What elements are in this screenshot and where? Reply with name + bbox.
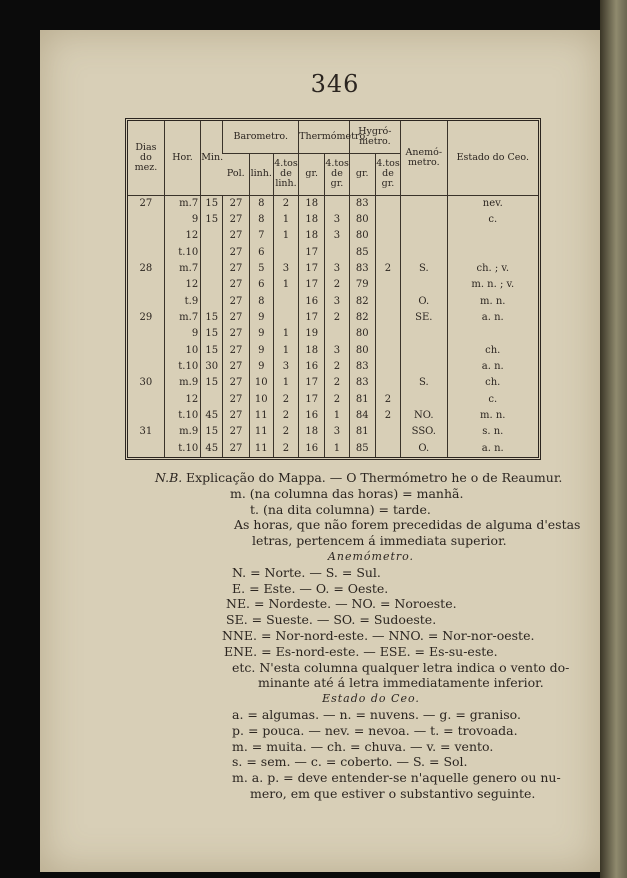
table-cell: 17 <box>299 310 325 326</box>
table-cell <box>447 326 538 342</box>
table-cell <box>401 277 447 293</box>
table-cell: 17 <box>299 277 325 293</box>
table-cell: 15 <box>201 212 223 228</box>
table-cell <box>128 277 164 293</box>
table-cell: 17 <box>299 261 325 277</box>
table-cell: 27 <box>223 375 249 391</box>
table-cell: 2 <box>325 310 349 326</box>
table-cell <box>401 392 447 408</box>
table-cell <box>375 277 400 293</box>
table-cell: 27 <box>223 195 249 212</box>
table-cell: 16 <box>299 408 325 424</box>
weather-table <box>125 118 541 460</box>
table-cell: 17 <box>299 375 325 391</box>
table-cell: 84 <box>349 408 375 424</box>
table-cell: m.9 <box>164 375 200 391</box>
header-gr-thermo: gr. <box>299 153 325 195</box>
anemometro-line: E. = Este. — O. = Oeste. <box>232 580 389 596</box>
table-cell: 10 <box>249 375 273 391</box>
table-cell: 2 <box>325 375 349 391</box>
table-cell: 3 <box>273 261 298 277</box>
table-cell: NO. <box>401 408 447 424</box>
table-cell: 27 <box>223 424 249 440</box>
table-cell <box>325 245 349 261</box>
table-cell: s. n. <box>447 424 538 440</box>
table-cell <box>375 228 400 244</box>
table-cell: 2 <box>375 408 400 424</box>
anemometro-line: ENE. = Es-nord-este. — ESE. = Es-su-este. <box>224 643 498 659</box>
table-cell <box>128 359 164 375</box>
estado-line: m. a. p. = deve entender-se n'aquelle genero ou nu- <box>232 770 561 786</box>
anemometro-heading: Anemómetro. <box>327 549 415 563</box>
table-cell: 2 <box>273 392 298 408</box>
table-cell: m. n. ; v. <box>447 277 538 293</box>
table-cell: m.7 <box>164 261 200 277</box>
notes-line: m. (na columna das horas) = manhã. <box>230 485 464 501</box>
table-cell: 27 <box>223 326 249 342</box>
table-cell: 1 <box>325 408 349 424</box>
table-cell: 9 <box>164 326 200 342</box>
table-cell: 6 <box>249 277 273 293</box>
table-cell: 3 <box>325 343 349 359</box>
table-cell: 6 <box>249 245 273 261</box>
table-cell: O. <box>401 294 447 310</box>
table-cell <box>128 212 164 228</box>
table-cell <box>201 245 223 261</box>
table-row <box>128 375 538 391</box>
table-cell: 15 <box>201 343 223 359</box>
table-cell: 45 <box>201 441 223 457</box>
table-cell: 18 <box>299 343 325 359</box>
table-cell <box>273 245 298 261</box>
table-cell: 85 <box>349 441 375 457</box>
table-cell: ch. ; v. <box>447 261 538 277</box>
table-cell: 9 <box>249 343 273 359</box>
notes <box>155 470 581 802</box>
table-cell: 7 <box>249 228 273 244</box>
table-cell: 27 <box>223 359 249 375</box>
table-cell: 1 <box>273 326 298 342</box>
table-body <box>128 195 538 457</box>
table-cell: m.7 <box>164 310 200 326</box>
anemometro-line: etc. N'esta columna qualquer letra indica o vento do- <box>232 659 570 675</box>
table-cell <box>401 195 447 212</box>
table-cell <box>401 326 447 342</box>
table-cell <box>375 195 400 212</box>
table-cell <box>201 261 223 277</box>
table-cell: ch. <box>447 375 538 391</box>
table-cell: 31 <box>139 426 153 438</box>
notes-line: t. (na dita columna) = tarde. <box>250 501 431 517</box>
table-cell: 19 <box>299 326 325 342</box>
table-cell: 8 <box>249 294 273 310</box>
table-cell <box>375 326 400 342</box>
table-cell <box>375 424 400 440</box>
table-cell: 10 <box>164 343 200 359</box>
table-cell <box>375 359 400 375</box>
table-cell: 27 <box>223 408 249 424</box>
table-cell: m. n. <box>447 294 538 310</box>
table-row <box>128 310 538 326</box>
table-cell: 3 <box>325 424 349 440</box>
table-row <box>128 294 538 310</box>
table-cell: 9 <box>249 326 273 342</box>
page-edge <box>600 0 627 878</box>
table-cell: 27 <box>223 277 249 293</box>
table-cell: 80 <box>349 326 375 342</box>
anemometro-line: NE. = Nordeste. — NO. = Noroeste. <box>226 596 457 612</box>
header-pol: Pol. <box>223 153 249 195</box>
table-cell: 79 <box>349 277 375 293</box>
header-quartos-gr-thermo: 4.tos de gr. <box>325 153 349 195</box>
notes-line <box>155 470 563 486</box>
header-anemometro: Anemó-metro. <box>401 121 447 195</box>
table-row <box>128 228 538 244</box>
table-cell <box>201 277 223 293</box>
header-barometro: Barometro. <box>223 121 299 153</box>
estado-heading: Estado do Ceo. <box>322 692 420 706</box>
table-cell: 30 <box>139 377 153 389</box>
table-cell: 27 <box>223 228 249 244</box>
table-cell: 18 <box>299 195 325 212</box>
table-cell <box>375 343 400 359</box>
table-cell: 17 <box>299 245 325 261</box>
table-cell: nev. <box>447 195 538 212</box>
table-cell: 27 <box>223 392 249 408</box>
table-cell: 2 <box>273 195 298 212</box>
table-cell: 15 <box>201 310 223 326</box>
table-cell: 17 <box>299 392 325 408</box>
table-cell: S. <box>401 261 447 277</box>
table-cell: 12 <box>164 277 200 293</box>
table-row <box>128 195 538 212</box>
table-cell: 83 <box>349 359 375 375</box>
table-cell: 3 <box>325 261 349 277</box>
table-cell: SE. <box>401 310 447 326</box>
table-cell: t.10 <box>164 408 200 424</box>
header-min: Min. <box>201 121 223 195</box>
table-cell: 1 <box>273 228 298 244</box>
table-cell: SSO. <box>401 424 447 440</box>
table-cell: a. n. <box>447 310 538 326</box>
table-cell <box>401 343 447 359</box>
table-cell: 16 <box>299 294 325 310</box>
table-cell: 12 <box>164 392 200 408</box>
table-row <box>128 245 538 261</box>
table-cell: 27 <box>223 441 249 457</box>
table-row <box>128 359 538 375</box>
table-cell <box>375 441 400 457</box>
table-row <box>128 392 538 408</box>
table-cell: 15 <box>201 195 223 212</box>
header-dias: Dias do mez. <box>128 121 164 195</box>
table-cell: 83 <box>349 375 375 391</box>
table-cell: c. <box>447 212 538 228</box>
table-cell: 27 <box>223 310 249 326</box>
table-row <box>128 441 538 457</box>
table-cell: 9 <box>249 359 273 375</box>
table-cell <box>128 326 164 342</box>
table-cell: 1 <box>273 375 298 391</box>
page-number: 346 <box>310 70 360 98</box>
table-cell <box>401 212 447 228</box>
anemometro-line: NNE. = Nor-nord-este. — NNO. = Nor-nor-oeste. <box>222 627 535 643</box>
table-cell: 83 <box>349 195 375 212</box>
header-hygrometro: Hygró-metro. <box>349 121 401 153</box>
header-thermometro: Thermómetro. <box>299 121 349 153</box>
table-row <box>128 261 538 277</box>
header-quartos-linh: 4.tos de linh. <box>273 153 298 195</box>
table-row <box>128 277 538 293</box>
table-cell: 27 <box>223 212 249 228</box>
table-cell: 45 <box>201 408 223 424</box>
table-cell: t.10 <box>164 245 200 261</box>
table-cell: 8 <box>249 212 273 228</box>
table-cell: 81 <box>349 424 375 440</box>
table-cell: 2 <box>273 441 298 457</box>
table-cell: 11 <box>249 424 273 440</box>
table-cell: 18 <box>299 228 325 244</box>
notes-text: Explicação do Mappa. — O Thermómetro he o de Reaumur. <box>186 470 563 485</box>
table-cell <box>128 245 164 261</box>
table-cell <box>401 359 447 375</box>
table-cell: 9 <box>164 212 200 228</box>
table-cell: 2 <box>375 392 400 408</box>
table-cell <box>201 228 223 244</box>
table-cell: 16 <box>299 441 325 457</box>
table-cell <box>128 392 164 408</box>
table-cell: m.9 <box>164 424 200 440</box>
table-cell <box>401 245 447 261</box>
table-cell: 1 <box>325 441 349 457</box>
table-cell <box>375 245 400 261</box>
table-cell: 18 <box>299 424 325 440</box>
table-cell: 85 <box>349 245 375 261</box>
table-cell: 28 <box>139 263 153 275</box>
table-cell: 10 <box>249 392 273 408</box>
table-cell: c. <box>447 392 538 408</box>
table-cell: 29 <box>139 312 153 324</box>
table-cell <box>447 228 538 244</box>
table-cell <box>201 294 223 310</box>
table-cell: 82 <box>349 310 375 326</box>
header-quartos-gr-hygro: 4.tos de gr. <box>375 153 400 195</box>
table-cell: 2 <box>325 277 349 293</box>
table-row <box>128 343 538 359</box>
table-cell: m. n. <box>447 408 538 424</box>
table-cell <box>128 228 164 244</box>
table-cell: 81 <box>349 392 375 408</box>
estado-line: a. = algumas. — n. = nuvens. — g. = graniso. <box>232 706 521 722</box>
estado-line: p. = pouca. — nev. = nevoa. — t. = trovoada. <box>232 722 518 738</box>
header-linh: linh. <box>249 153 273 195</box>
table-row <box>128 408 538 424</box>
table-cell: 27 <box>223 261 249 277</box>
table-cell: 3 <box>325 294 349 310</box>
notes-line: As horas, que não forem precedidas de alguma d'estas <box>234 517 581 533</box>
table-cell: 1 <box>273 277 298 293</box>
estado-line: mero, em que estiver o substantivo seguinte. <box>250 785 536 801</box>
table-cell: 15 <box>201 424 223 440</box>
table-cell: 2 <box>325 359 349 375</box>
table-cell <box>128 441 164 457</box>
estado-line: s. = sem. — c. = coberto. — S. = Sol. <box>232 754 468 770</box>
table-cell <box>128 343 164 359</box>
table-cell <box>375 310 400 326</box>
table-cell <box>325 326 349 342</box>
table-cell: 30 <box>201 359 223 375</box>
table-cell: 15 <box>201 375 223 391</box>
header-hor: Hor. <box>164 121 200 195</box>
notes-line: letras, pertencem á immediata superior. <box>252 533 507 549</box>
table-cell: 80 <box>349 212 375 228</box>
table-cell: ch. <box>447 343 538 359</box>
table-cell: 83 <box>349 261 375 277</box>
table-cell <box>375 212 400 228</box>
table-cell: 2 <box>273 408 298 424</box>
table-cell <box>401 228 447 244</box>
table-cell: 15 <box>201 326 223 342</box>
table-cell: S. <box>401 375 447 391</box>
table-cell <box>375 294 400 310</box>
table-cell: O. <box>401 441 447 457</box>
table-cell: 3 <box>325 228 349 244</box>
table-cell: 5 <box>249 261 273 277</box>
table-cell: 27 <box>223 343 249 359</box>
table-cell: t.10 <box>164 359 200 375</box>
table-cell: 8 <box>249 195 273 212</box>
table-cell <box>325 195 349 212</box>
table-cell <box>447 245 538 261</box>
table-cell <box>375 375 400 391</box>
table-cell: 11 <box>249 441 273 457</box>
table-cell: 27 <box>139 197 153 209</box>
table-cell: m.7 <box>164 195 200 212</box>
table-cell <box>273 310 298 326</box>
table-cell: 9 <box>249 310 273 326</box>
table-cell: 80 <box>349 228 375 244</box>
table-cell <box>273 294 298 310</box>
table-cell: 12 <box>164 228 200 244</box>
table-cell: 27 <box>223 294 249 310</box>
nb-label: N.B. <box>155 470 183 485</box>
table-row <box>128 424 538 440</box>
anemometro-line: SE. = Sueste. — SO. = Sudoeste. <box>226 612 437 628</box>
table-cell <box>128 408 164 424</box>
table-cell: 3 <box>325 212 349 228</box>
table-cell: 82 <box>349 294 375 310</box>
table-cell: 11 <box>249 408 273 424</box>
table-cell: 1 <box>273 343 298 359</box>
table-cell: a. n. <box>447 441 538 457</box>
table-cell <box>128 294 164 310</box>
table-cell: 16 <box>299 359 325 375</box>
table-cell <box>201 392 223 408</box>
table-cell: 80 <box>349 343 375 359</box>
table-cell: 2 <box>325 392 349 408</box>
header-estado: Estado do Ceo. <box>447 121 538 195</box>
table-cell: t.9 <box>164 294 200 310</box>
table-cell: 3 <box>273 359 298 375</box>
table-cell: a. n. <box>447 359 538 375</box>
table-cell: 2 <box>273 424 298 440</box>
table-cell: 27 <box>223 245 249 261</box>
header-gr-hygro: gr. <box>349 153 375 195</box>
table-row <box>128 326 538 342</box>
table-cell: 18 <box>299 212 325 228</box>
table-row <box>128 212 538 228</box>
table-cell: 1 <box>273 212 298 228</box>
table-cell: 2 <box>375 261 400 277</box>
estado-line: m. = muita. — ch. = chuva. — v. = vento. <box>232 738 494 754</box>
table-cell: t.10 <box>164 441 200 457</box>
anemometro-line: N. = Norte. — S. = Sul. <box>232 564 381 580</box>
anemometro-line: minante até á letra immediatamente inferior. <box>258 675 544 691</box>
